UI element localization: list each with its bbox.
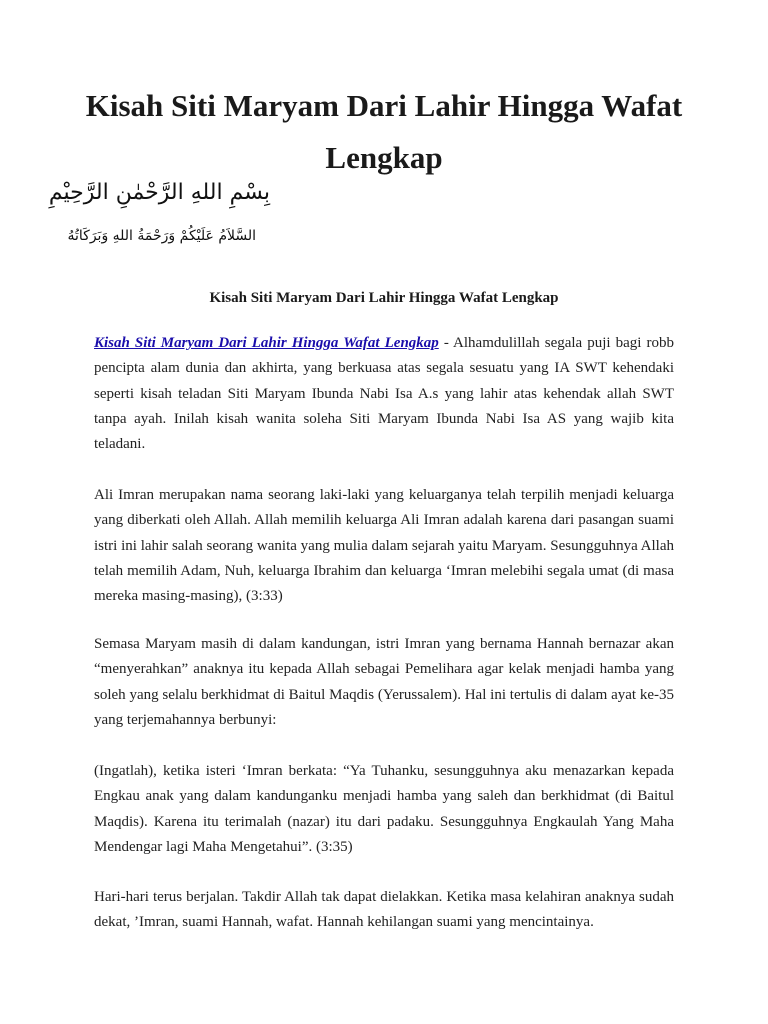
basmala-text: بِسْمِ اللهِ الرَّحْمٰنِ الرَّحِيْمِ <box>48 180 270 205</box>
paragraph-hannah-nazar: Semasa Maryam masih di dalam kandungan, istri Imran yang bernama Hannah bernazar akan “menyerahkan” anaknya itu kepada Allah sebagai Pemelihara agar kelak menjadi hamba yang soleh yang selalu berkhidmat di Baitul Maqdis (Yerussalem). Hal ini tertulis di dalam ayat ke-35 yang terjemahannya berbunyi: <box>94 636 674 728</box>
intro-text: - Alhamdulillah segala puji bagi robb pencipta alam dunia dan akhirta, yang berkuasa atas segala sesuatu yang IA SWT kehendaki seperti kisah teladan Siti Maryam Ibunda Nabi Isa A.s yang lahir atas kehendak allah SWT tanpa ayah. Inilah kisah wanita soleha Siti Maryam Ibunda Nabi Isa AS yang wajib kita teladani. <box>94 335 674 453</box>
paragraph-imran-wafat: Hari-hari terus berjalan. Takdir Allah tak dapat dielakkan. Ketika masa kelahiran anaknya sudah dekat, ’Imran, suami Hannah, wafat. Hannah kehilangan suami yang mencintainya. <box>94 889 674 931</box>
paragraph-verse-3-35: (Ingatlah), ketika isteri ‘Imran berkata: “Ya Tuhanku, sesungguhnya aku menazarkan kepada Engkau anak yang dalam kandunganku menjadi hamba yang saleh dan berkhidmat (di Baitul Maqdis). Karena itu terimalah (nazar) itu dari padaku. Sesungguhnya Engkaulah Yang Maha Mendengar lagi Maha Mengetahui”. (3:35) <box>94 763 674 855</box>
intro-paragraph <box>94 331 674 457</box>
article-link[interactable]: Kisah Siti Maryam Dari Lahir Hingga Wafat Lengkap <box>94 335 439 351</box>
article-subtitle: Kisah Siti Maryam Dari Lahir Hingga Wafat Lengkap <box>209 290 559 306</box>
page-title: Kisah Siti Maryam Dari Lahir Hingga Wafat Lengkap <box>85 88 683 175</box>
salam-text: السَّلاَمُ عَلَيْكُمْ وَرَحْمَةُ اللهِ وَبَرَكَاتُهُ <box>67 228 256 244</box>
paragraph-ali-imran: Ali Imran merupakan nama seorang laki-laki yang keluarganya telah terpilih menjadi keluarga yang diberkati oleh Allah. Allah memilih keluarga Ali Imran adalah karena dari pasangan suami istri ini lahir salah seorang wanita yang mulia dalam sejarah yaitu Maryam. Sesungguhnya Allah telah memilih Adam, Nuh, keluarga Ibrahim dan keluarga ‘Imran melebihi segala umat (di masa mereka masing-masing), (3:33) <box>94 487 674 605</box>
